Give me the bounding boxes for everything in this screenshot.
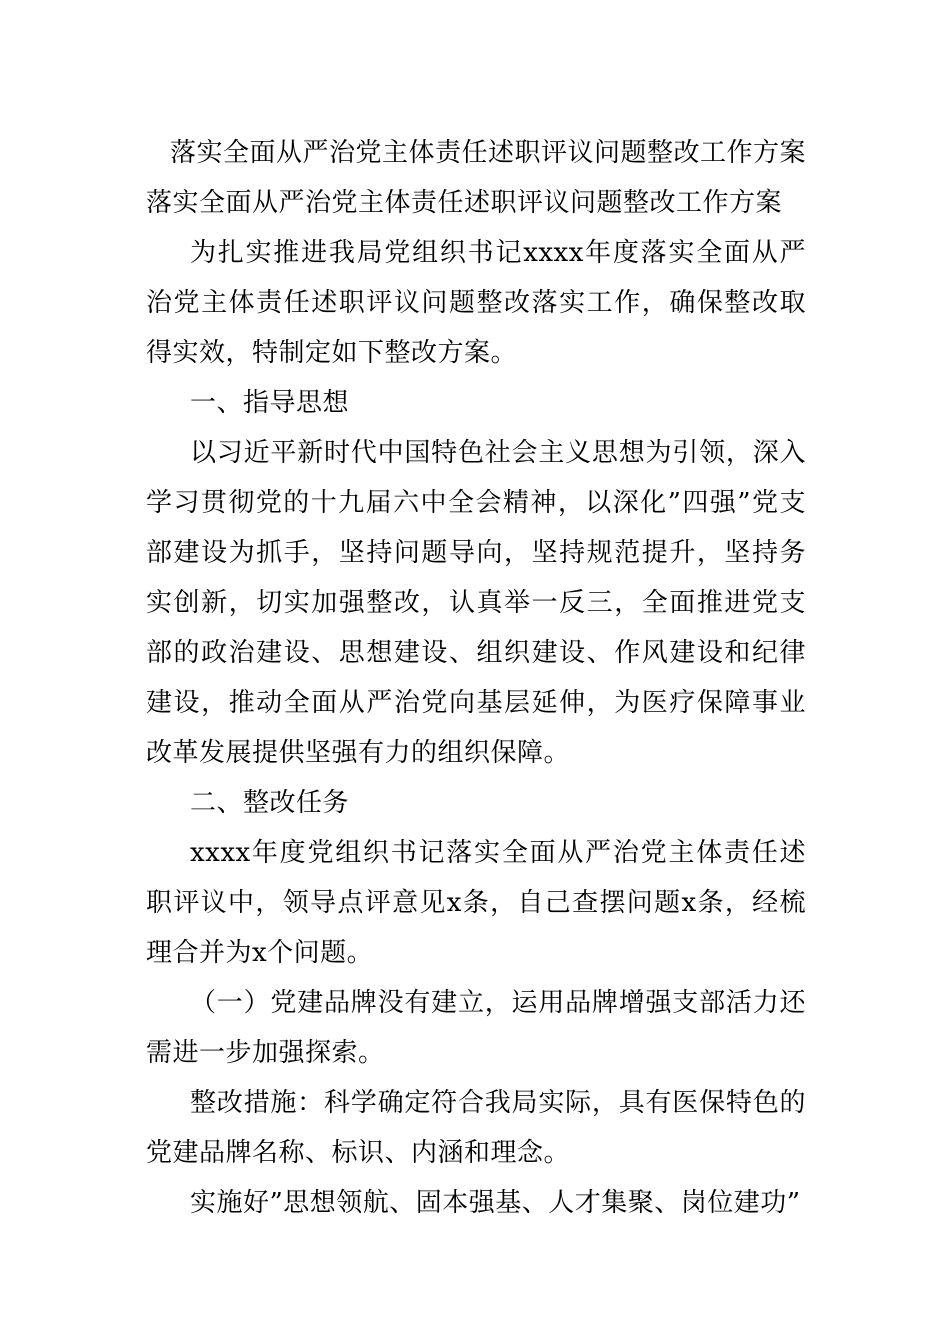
guiding-ideology-paragraph: 以习近平新时代中国特色社会主义思想为引领，深入学习贯彻党的十九届六中全会精神，以深化”四强”党支部建设为抓手，坚持问题导向，坚持规范提升，坚持务实创新，切实加强整改，认真举一反三，全面推进党支部的政治建设、思想建设、组织建设、作风建设和纪律建设，推动全面从严治党向基层延伸，为医疗保障事业改革发展提供坚强有力的组织保障。 <box>146 438 806 768</box>
item-1-heading: （一）党建品牌没有建立，运用品牌增强支部活力还需进一步加强探索。 <box>146 988 806 1068</box>
section-heading-rectification-tasks: 二、整改任务 <box>190 788 350 818</box>
intro-paragraph: 为扎实推进我局党组织书记xxxx年度落实全面从严治党主体责任述职评议问题整改落实工作，确保整改取得实效，特制定如下整改方案。 <box>146 238 806 368</box>
item-1-measure-paragraph: 整改措施：科学确定符合我局实际，具有医保特色的党建品牌名称、标识、内涵和理念。 <box>146 1088 806 1168</box>
item-1-continuation-paragraph: 实施好”思想领航、固本强基、人才集聚、岗位建功” <box>190 1188 801 1218</box>
rectification-tasks-paragraph: xxxx年度党组织书记落实全面从严治党主体责任述职评议中，领导点评意见x条，自己查摆问题x条，经梳理合并为x个问题。 <box>146 838 806 968</box>
document-subtitle: 落实全面从严治党主体责任述职评议问题整改工作方案 <box>146 188 783 218</box>
document-title: 落实全面从严治党主体责任述职评议问题整改工作方案 <box>170 138 807 168</box>
document-body <box>146 128 806 1228</box>
section-heading-guiding-ideology: 一、指导思想 <box>190 388 350 418</box>
